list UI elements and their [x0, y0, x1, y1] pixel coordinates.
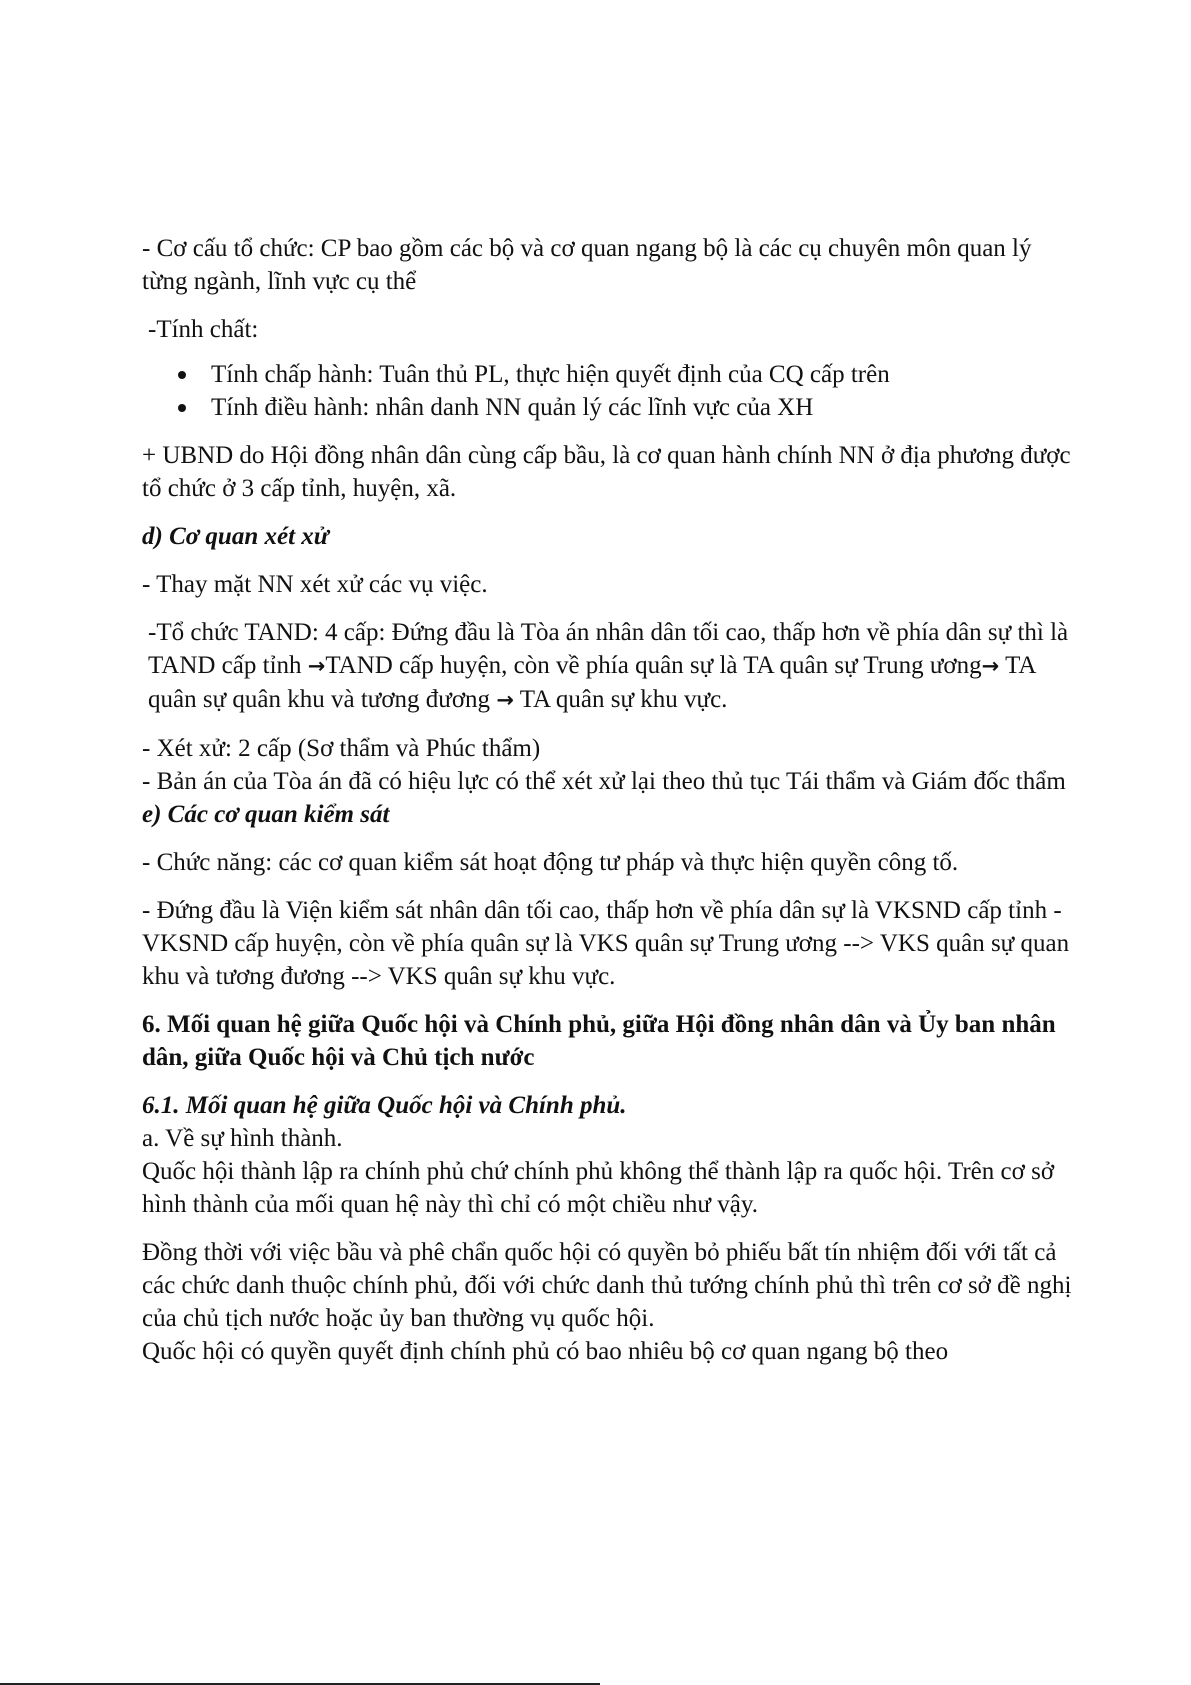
heading-co-quan-kiem-sat: e) Các cơ quan kiểm sát — [142, 801, 390, 828]
arrow-right-icon: → — [981, 654, 1000, 678]
text-segment: TAND cấp huyện, còn về phía quân sự là TA quân sự Trung ương — [325, 652, 982, 679]
text-segment: TA quân sự khu vực. — [513, 686, 728, 713]
paragraph-dong-thoi: Đồng thời với việc bầu và phê chẩn quốc hội có quyền bỏ phiếu bất tín nhiệm đối với tất cả các chức danh thuộc chính phủ, đối với chức danh thủ tướng chính phủ thì trên cơ sở đề nghị của chủ tịch nước hoặc ủy ban thường vụ quốc hội. — [142, 1239, 1072, 1332]
bullet-text: Tính chấp hành: Tuân thủ PL, thực hiện quyết định của CQ cấp trên — [211, 361, 890, 388]
bullet-dot-icon — [178, 371, 186, 379]
paragraph-thay-mat: - Thay mặt NN xét xử các vụ việc. — [142, 571, 488, 598]
arrow-right-icon: → — [307, 654, 326, 678]
heading-section-6: 6. Mối quan hệ giữa Quốc hội và Chính phủ, giữa Hội đồng nhân dân và Ủy ban nhân dân, giữa Quốc hội và Chủ tịch nước — [142, 1011, 1056, 1071]
paragraph-chuc-nang: - Chức năng: các cơ quan kiểm sát hoạt động tư pháp và thực hiện quyền công tố. — [142, 849, 959, 876]
paragraph-quyet-dinh: Quốc hội có quyền quyết định chính phủ có bao nhiêu bộ cơ quan ngang bộ theo — [142, 1338, 949, 1365]
bullet-item — [142, 391, 1072, 424]
paragraph-ubnd: + UBND do Hội đồng nhân dân cùng cấp bầu, là cơ quan hành chính NN ở địa phương được tổ chức ở 3 cấp tỉnh, huyện, xã. — [142, 442, 1071, 502]
paragraph-su-hinh-thanh: a. Về sự hình thành. — [142, 1125, 343, 1152]
paragraph-dung-dau: - Đứng đầu là Viện kiểm sát nhân dân tối cao, thấp hơn về phía dân sự là VKSND cấp tỉnh - VKSND cấp huyện, còn về phía quân sự là VKS quân sự Trung ương --> VKS quân sự quan khu và tương đương --> VKS quân sự khu vực. — [142, 897, 1070, 990]
paragraph-ban-an: - Bản án của Tòa án đã có hiệu lực có thể xét xử lại theo thủ tục Tái thẩm và Giám đốc thẩm — [142, 768, 1066, 795]
paragraph-xet-xu: - Xét xử: 2 cấp (Sơ thẩm và Phúc thẩm) — [142, 735, 541, 762]
paragraph-co-cau: - Cơ cấu tổ chức: CP bao gồm các bộ và cơ quan ngang bộ là các cụ chuyên môn quan lý từng ngành, lĩnh vực cụ thể — [142, 235, 1032, 295]
paragraph-tinh-chat: -Tính chất: — [148, 316, 259, 343]
bullet-dot-icon — [178, 404, 186, 412]
arrow-right-icon: → — [496, 688, 514, 712]
paragraph-to-chuc-tand — [142, 616, 1072, 717]
heading-section-6-1: 6.1. Mối quan hệ giữa Quốc hội và Chính phủ. — [142, 1092, 627, 1119]
text-segment: -Tổ chức TAND: 4 cấp: Đứng đầu là Tòa án nhân dân tối cao, thấp hơn về phía dân sự thì là TAND cấp tỉnh — [148, 619, 1069, 679]
document-body — [142, 232, 1072, 1368]
paragraph-quoc-hoi-thanh-lap: Quốc hội thành lập ra chính phủ chứ chính phủ không thể thành lập ra quốc hội. Trên cơ sở hình thành của mối quan hệ này thì chỉ có một chiều như vậy. — [142, 1158, 1055, 1218]
text-segment: TA quân sự quân khu và tương đương — [148, 652, 1036, 713]
bullet-item — [142, 358, 1072, 391]
bullet-list — [142, 358, 1072, 424]
bullet-text: Tính điều hành: nhân danh NN quản lý các lĩnh vực của XH — [211, 394, 814, 421]
heading-co-quan-xet-xu: d) Cơ quan xét xử — [142, 523, 329, 550]
